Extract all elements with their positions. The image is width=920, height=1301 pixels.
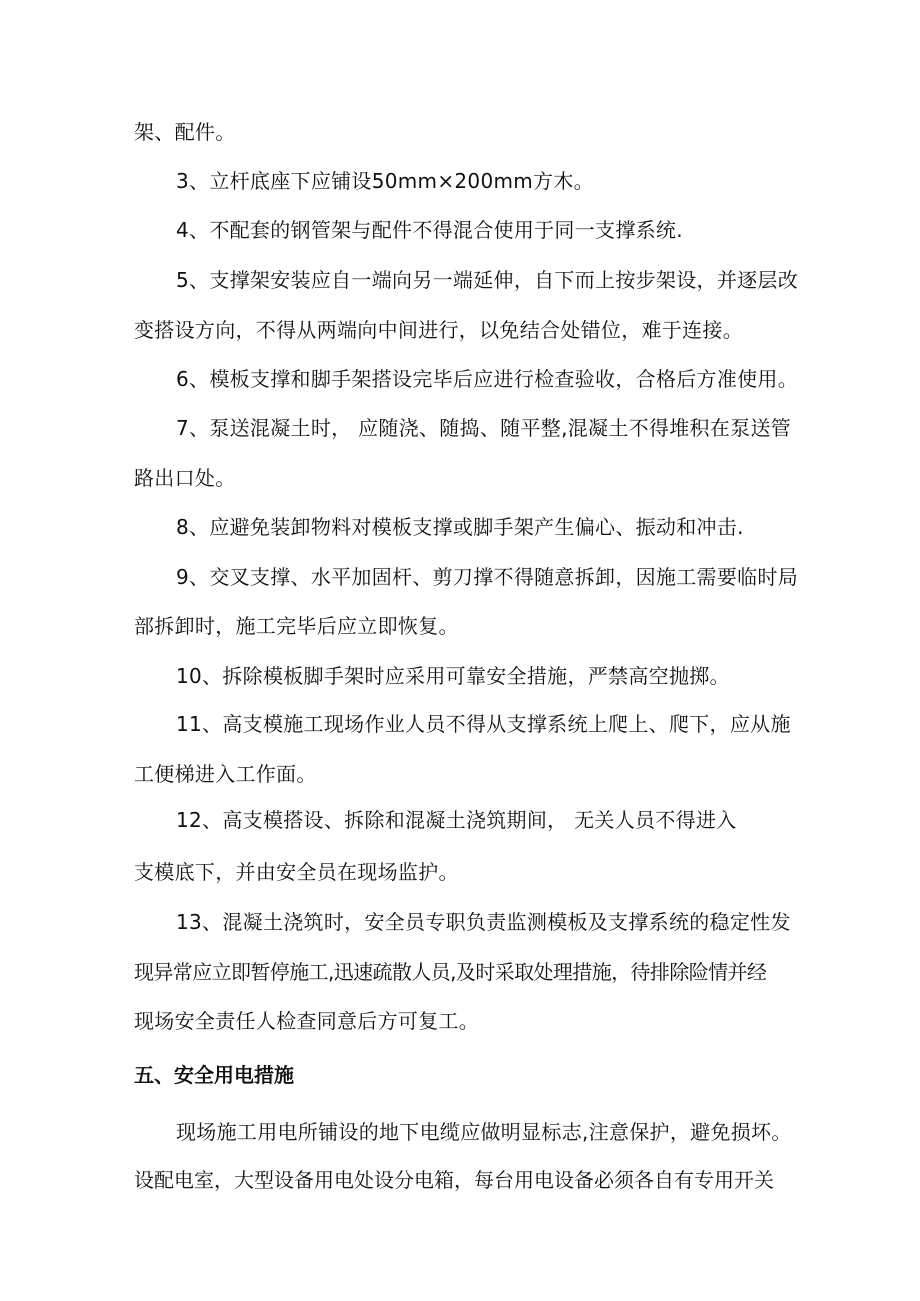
text-line: 变搭设方向，不得从两端向中间进行，以免结合处错位，难于连接。 (134, 318, 743, 342)
text-line: 13、混凝土浇筑时，安全员专职负责监测模板及支撑系统的稳定性发 (176, 910, 791, 934)
text-line: 8、应避免装卸物料对模板支撑或脚手架产生偏心、振动和冲击. (176, 515, 744, 539)
text-line: 架、配件。 (134, 120, 236, 144)
text-line: 9、交叉支撑、水平加固杆、剪刀撑不得随意拆卸，因施工需要临时局 (176, 565, 799, 589)
text-line: 10、拆除模板脚手架时应采用可靠安全措施，严禁高空抛掷。 (176, 664, 730, 688)
text-line: 设配电室，大型设备用电处设分电箱，每台用电设备必须各自有专用开关 (134, 1168, 774, 1192)
text-line: 4、不配套的钢管架与配件不得混合使用于同一支撑系统. (176, 218, 683, 242)
text-line: 现场施工用电所铺设的地下电缆应做明显标志,注意保护，避免损坏。 (176, 1120, 792, 1144)
text-line: 5、支撑架安装应自一端向另一端延伸，自下而上按步架设，并逐层改 (176, 268, 799, 292)
text-line: 路出口处。 (134, 466, 236, 490)
text-line: 3、立杆底座下应铺设50mm×200mm方木。 (176, 169, 594, 193)
text-line: 现场安全责任人检查同意后方可复工。 (134, 1009, 480, 1033)
text-line: 支模底下，并由安全员在现场监护。 (134, 860, 459, 884)
text-line: 6、模板支撑和脚手架搭设完毕后应进行检查验收，合格后方准使用。 (176, 367, 799, 391)
text-line: 7、泵送混凝土时， 应随浇、随捣、随平整,混凝土不得堆积在泵送管 (176, 416, 792, 440)
section-heading: 五、安全用电措施 (134, 1063, 294, 1087)
text-line: 12、高支模搭设、拆除和混凝土浇筑期间， 无关人员不得进入 (176, 808, 737, 832)
text-line: 11、高支模施工现场作业人员不得从支撑系统上爬上、爬下，应从施 (176, 712, 791, 736)
text-line: 工便梯进入工作面。 (134, 762, 317, 786)
text-line: 现异常应立即暂停施工,迅速疏散人员,及时采取处理措施，待排除险情并经 (134, 960, 767, 984)
text-line: 部拆卸时，施工完毕后应立即恢复。 (134, 614, 459, 638)
